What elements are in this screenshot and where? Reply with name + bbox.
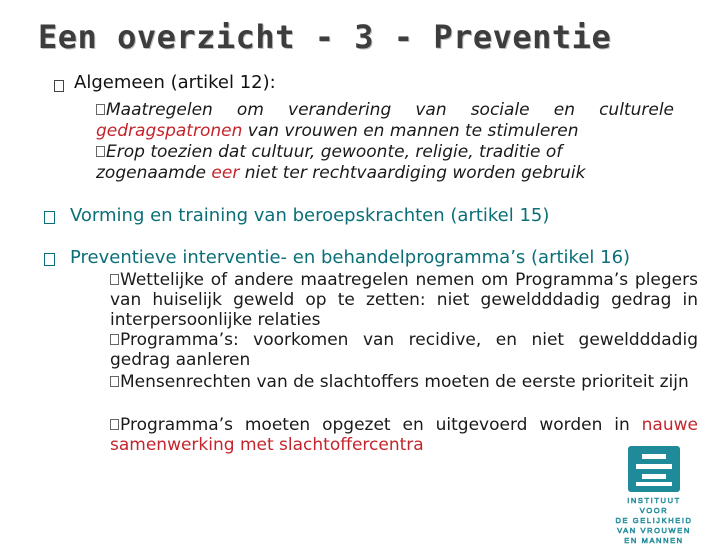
list-item [96, 142, 674, 184]
item-text: Programma’s moeten opgezet en uitgevoerd worden in [120, 415, 642, 435]
highlight-text: nauwe samenwerking met slachtoffercentra [110, 415, 698, 455]
institute-logo [612, 446, 696, 545]
bullet-box-icon [44, 253, 55, 266]
list-item [110, 270, 698, 330]
item-text: Erop toezien dat cultuur, gewoonte, religie, traditie of zogenaamde [96, 142, 563, 183]
section-training-label: Vorming en training van beroepskrachten (artikel 15) [70, 205, 550, 226]
highlight-text: gedragspatronen [96, 121, 243, 141]
logo-line: INSTITUUT VOOR [627, 496, 681, 515]
logo-line: DE GELIJKHEID [615, 516, 693, 525]
list-item [110, 330, 698, 370]
section-general-label: Algemeen (artikel 12): [74, 72, 276, 93]
item-text: van vrouwen en mannen te stimuleren [242, 121, 579, 141]
list-item [110, 415, 698, 455]
bullet-box-icon [44, 211, 55, 224]
item-text: Mensenrechten van de slachtoffers moeten de eerste prioriteit zijn [120, 372, 689, 392]
list-item [110, 372, 698, 392]
bullet-box-icon [110, 274, 119, 285]
item-text: Programma’s: voorkomen van recidive, en niet geweldddadig gedrag aanleren [110, 330, 698, 370]
bullet-box-icon [96, 104, 105, 115]
highlight-text: eer [211, 163, 240, 183]
list-item [96, 100, 674, 142]
item-text: Maatregelen om verandering van sociale en culturele [106, 100, 674, 120]
logo-line: EN MANNEN [624, 536, 684, 545]
logo-wordmark [612, 496, 696, 546]
item-text: niet ter rechtvaardiging worden gebruik [239, 163, 586, 183]
section-prevention-label: Preventieve interventie- en behandelprogramma’s (artikel 16) [70, 247, 631, 268]
bullet-box-icon [110, 376, 119, 387]
bullet-box-icon [96, 146, 105, 157]
page-title: Een overzicht - 3 - Preventie [38, 18, 612, 56]
bullet-box-icon [54, 80, 64, 92]
bullet-box-icon [110, 334, 119, 345]
logo-line: VAN VROUWEN [617, 526, 691, 535]
bullet-box-icon [110, 419, 119, 430]
item-text: Wettelijke of andere maatregelen nemen om Programma’s plegers van huiselijk geweld op te zetten: niet geweldddadig gedrag in interpersoonlijke relaties [110, 270, 698, 330]
equality-logo-icon [628, 446, 680, 492]
